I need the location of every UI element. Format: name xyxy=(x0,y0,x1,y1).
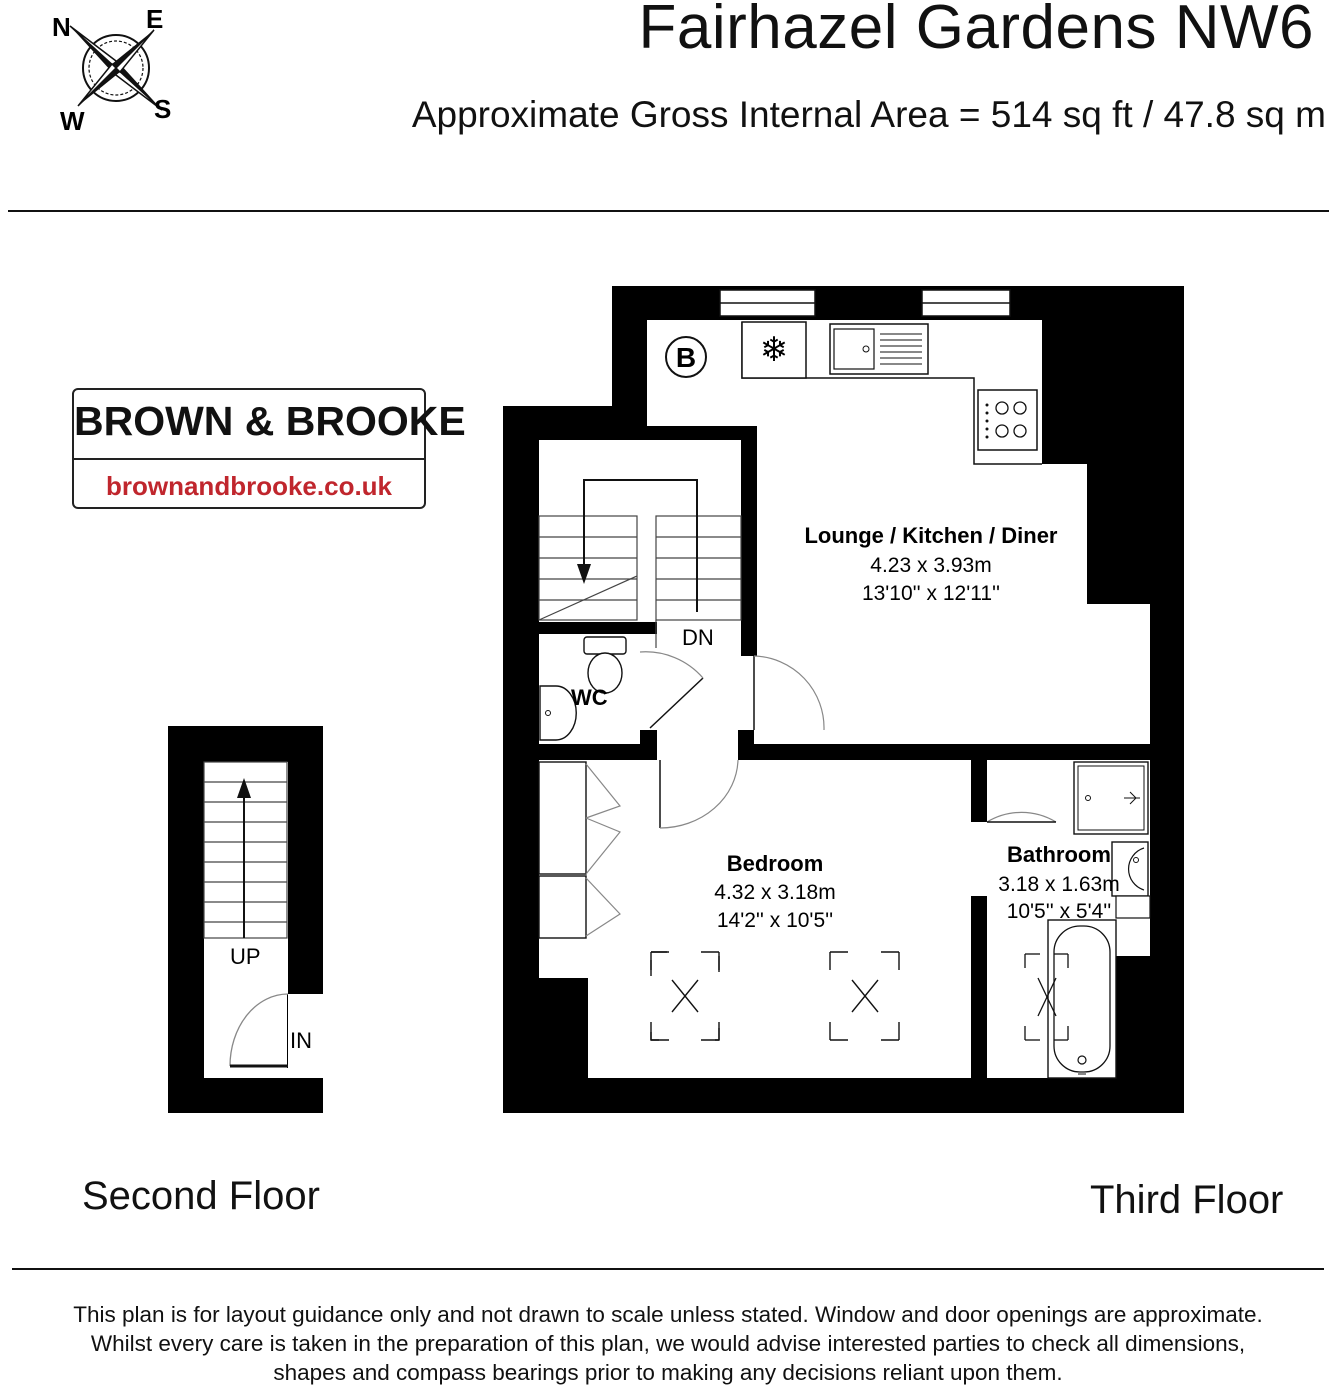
compass-n: N xyxy=(52,12,71,42)
disclaimer-line-2: Whilst every care is taken in the preparation of this plan, we would advise interested parties to check all dimensions, xyxy=(90,1331,1246,1356)
second-floor-plan xyxy=(168,726,323,1113)
bathroom-name: Bathroom xyxy=(1007,842,1111,867)
room-label-bedroom xyxy=(714,851,835,932)
agency-url: brownandbrooke.co.uk xyxy=(105,471,393,501)
third-floor-label: Third Floor xyxy=(1090,1178,1284,1222)
third-floor-plan xyxy=(503,286,1184,1113)
bathroom-metric: 3.18 x 1.63m xyxy=(998,873,1120,896)
toilet-cistern xyxy=(584,637,626,654)
snowflake-icon: ❄ xyxy=(759,331,789,369)
stairs-dn-label: DN xyxy=(682,625,714,650)
agency-name: BROWN & BROOKE xyxy=(74,398,466,444)
entry-door-swing xyxy=(230,994,288,1066)
room-label-bathroom xyxy=(998,842,1119,923)
disclaimer-line-3: shapes and compass bearings prior to making any decisions reliant upon them. xyxy=(273,1360,1063,1385)
lounge-metric: 4.23 x 3.93m xyxy=(870,554,992,577)
bedroom-imperial: 14'2'' x 10'5'' xyxy=(716,909,834,932)
bathroom-door-swing xyxy=(987,812,1056,822)
skylight-left xyxy=(651,952,719,1040)
compass-e: E xyxy=(146,4,164,34)
page-title: Fairhazel Gardens NW6 xyxy=(638,0,1314,62)
stairs-up-label: UP xyxy=(230,944,261,969)
compass-w: W xyxy=(60,106,85,136)
room-label-lounge xyxy=(804,523,1057,605)
bedroom-metric: 4.32 x 3.18m xyxy=(714,881,836,904)
wc-label: WC xyxy=(571,685,608,710)
bedroom-wardrobes xyxy=(539,762,586,938)
disclaimer-line-1: This plan is for layout guidance only and not drawn to scale unless stated. Window and door openings are approximate. xyxy=(73,1302,1263,1327)
gross-area-subtitle: Approximate Gross Internal Area = 514 sq ft / 47.8 sq m xyxy=(411,94,1326,135)
compass-s: S xyxy=(154,94,172,124)
shower-tray xyxy=(1074,762,1148,834)
skylight-middle xyxy=(830,952,899,1040)
footer-divider xyxy=(12,1268,1324,1270)
entry-in-label: IN xyxy=(290,1028,312,1053)
bedroom-door-swing xyxy=(660,760,738,828)
lounge-name: Lounge / Kitchen / Diner xyxy=(804,523,1058,548)
second-floor-label: Second Floor xyxy=(82,1174,320,1218)
lounge-door-swing xyxy=(754,656,824,730)
bathroom-imperial: 10'5'' x 5'4'' xyxy=(1006,900,1112,923)
boiler-label: B xyxy=(675,342,697,373)
disclaimer xyxy=(0,1300,1336,1387)
bedroom-name: Bedroom xyxy=(726,851,824,876)
lounge-imperial: 13'10'' x 12'11'' xyxy=(861,582,1001,605)
bathtub xyxy=(1048,920,1116,1078)
